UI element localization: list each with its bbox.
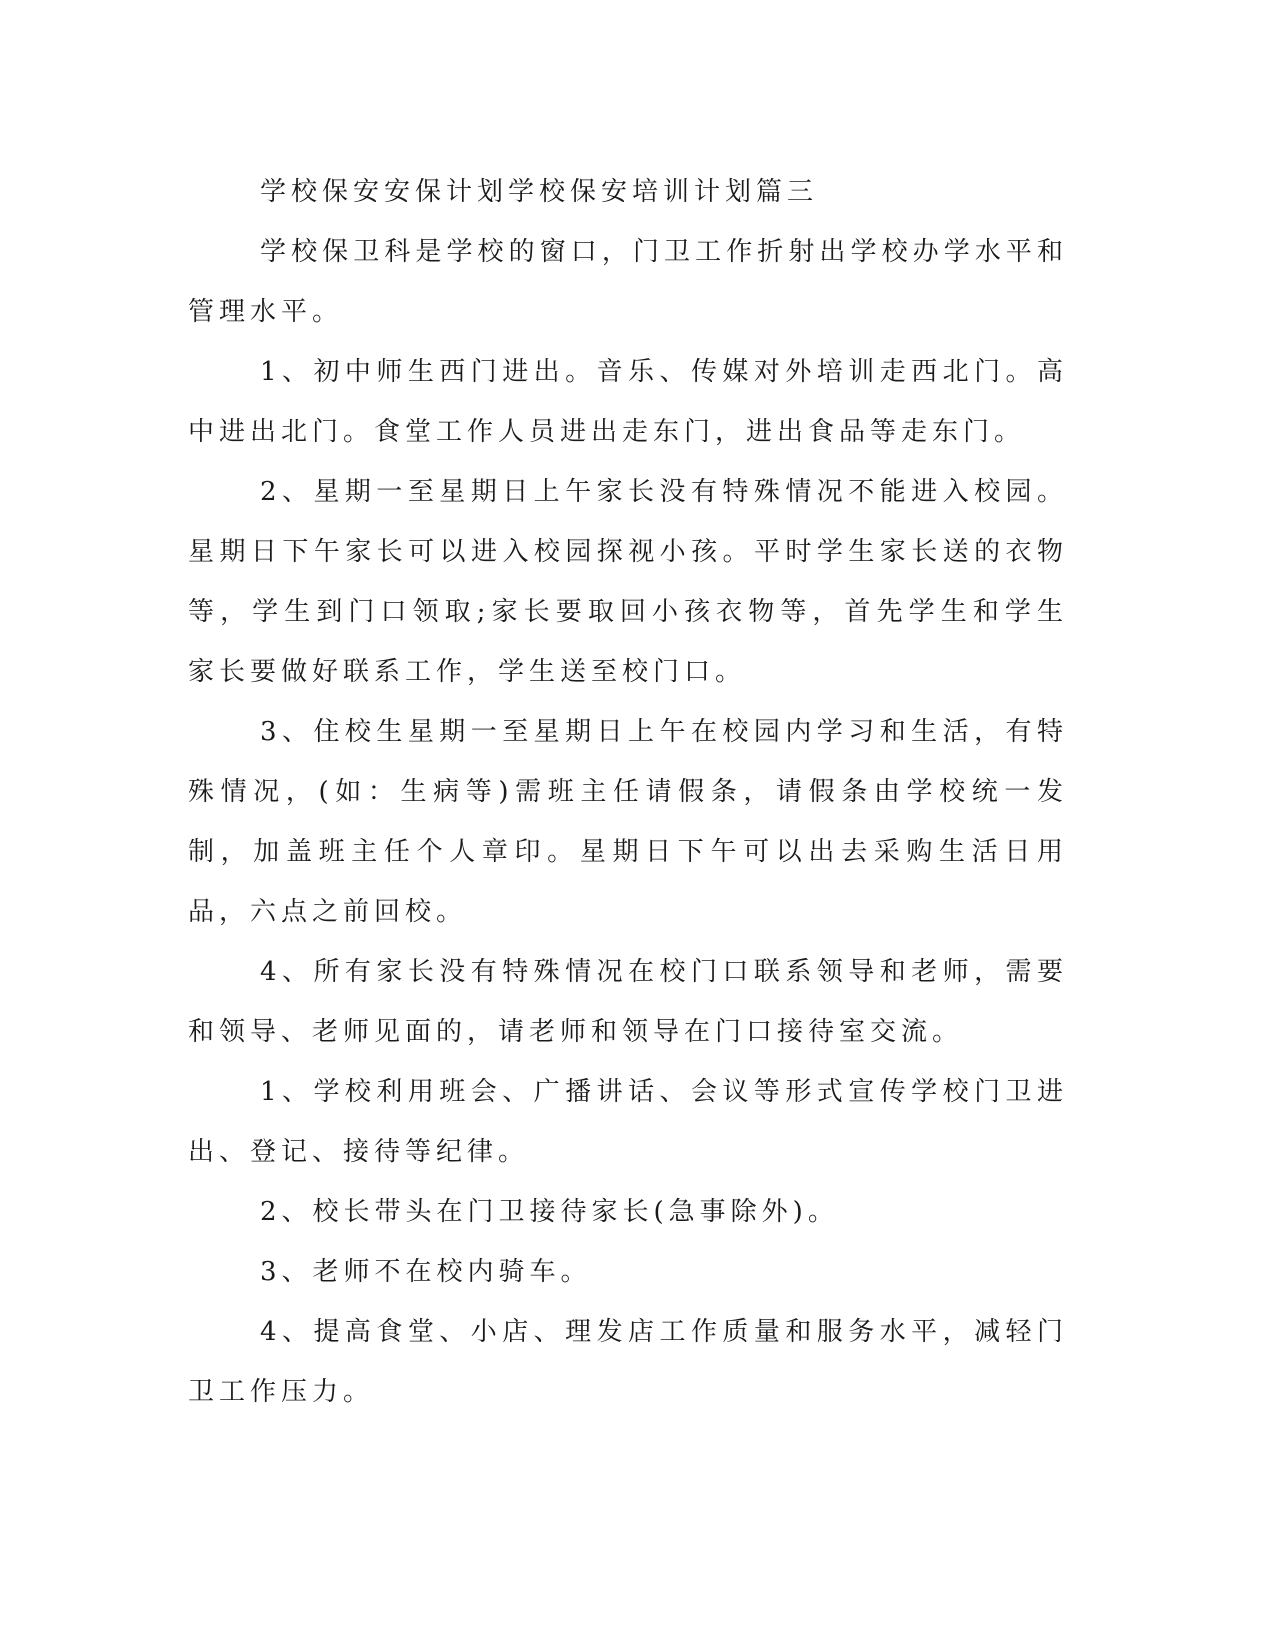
paragraph-item-3-boarding-students: 3、住校生星期一至星期日上午在校园内学习和生活，有特殊情况，(如：生病等)需班主任请假条，请假条由学校统一发制，加盖班主任个人章印。星期日下午可以出去采购生活日用品，六点之前回校。 xyxy=(188,717,1068,927)
paragraph-measure-2-principal: 2、校长带头在门卫接待家长(急事除外)。 xyxy=(260,1197,839,1227)
paragraph-intro: 学校保卫科是学校的窗口，门卫工作折射出学校办学水平和管理水平。 xyxy=(188,237,1068,327)
paragraph-item-2-parent-visits: 2、星期一至星期日上午家长没有特殊情况不能进入校园。星期日下午家长可以进入校园探视小孩。平时学生家长送的衣物等，学生到门口领取;家长要取回小孩衣物等，首先学生和学生家长要做好联系工作，学生送至校门口。 xyxy=(188,477,1068,687)
document-body xyxy=(188,162,1068,1422)
paragraph-measure-4-service-quality: 4、提高食堂、小店、理发店工作质量和服务水平，减轻门卫工作压力。 xyxy=(188,1317,1068,1407)
document-title: 学校保安安保计划学校保安培训计划篇三 xyxy=(260,177,819,207)
paragraph-item-4-parent-contact: 4、所有家长没有特殊情况在校门口联系领导和老师，需要和领导、老师见面的，请老师和领导在门口接待室交流。 xyxy=(188,957,1068,1047)
paragraph-measure-3-no-cycling: 3、老师不在校内骑车。 xyxy=(260,1257,592,1287)
paragraph-item-1-entrances: 1、初中师生西门进出。音乐、传媒对外培训走西北门。高中进出北门。食堂工作人员进出走东门，进出食品等走东门。 xyxy=(188,357,1068,447)
paragraph-measure-1-publicity: 1、学校利用班会、广播讲话、会议等形式宣传学校门卫进出、登记、接待等纪律。 xyxy=(188,1077,1068,1167)
